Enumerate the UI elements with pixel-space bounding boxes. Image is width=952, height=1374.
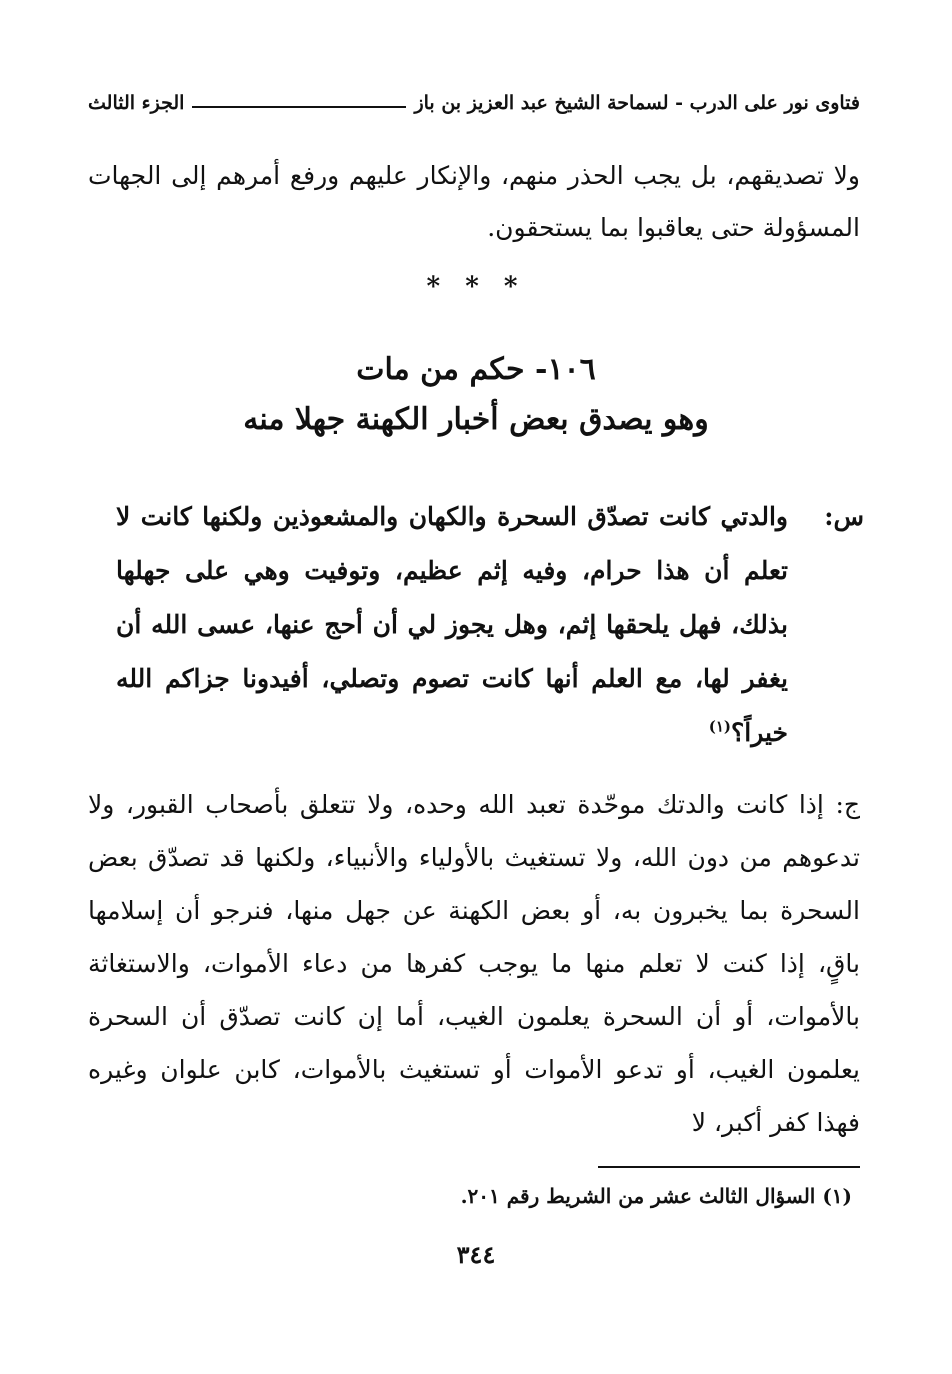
section-divider: * * * (426, 272, 526, 302)
footnote-rule (598, 1166, 860, 1168)
section-heading-line2: وهو يصدق بعض أخبار الكهنة جهلا منه (243, 402, 709, 437)
header-title: فتاوى نور على الدرب - لسماحة الشيخ عبد العزيز بن باز (414, 92, 860, 114)
question-text: والدتي كانت تصدّق السحرة والكهان والمشعوذين ولكنها كانت لا تعلم أن هذا حرام، وفيه إثم عظيم، وتوفيت وهي على جهلها بذلك، فهل يلحقها إثم، وهل يجوز لي أن أحج عنها، عسى الله أن يغفر لها، مع العلم أنها كانت تصوم وتصلي، أفيدونا جزاكم الله خيراً؟ (116, 502, 788, 747)
header-part: الجزء الثالث (88, 92, 185, 114)
footnote (88, 1176, 852, 1216)
question-block (116, 490, 864, 760)
header-rule (192, 106, 406, 108)
footnote-reference: (١) (708, 717, 731, 736)
answer-text: إذا كانت والدتك موحّدة تعبد الله وحده، ولا تتعلق بأصحاب القبور، ولا تدعوهم من دون الله، ولا تستغيث بالأولياء والأنبياء، ولكنها قد تصدّق بعض السحرة بما يخبرون به، أو بعض الكهنة عن جهل منها، فنرجو أن إسلامها باقٍ، إذا كنت لا تعلم منها ما يوجب كفرها من دعاء الأموات، والاستغاثة بالأموات، أو أن السحرة يعلمون الغيب، أما إن كانت تصدّق أن السحرة يعلمون الغيب، أو تدعو الأموات أو تستغيث بالأموات، كابن علوان وغيره فهذا كفر أكبر، لا (88, 790, 860, 1137)
section-heading-line1: ١٠٦- حكم من مات (356, 352, 596, 387)
page-number: ٣٤٤ (456, 1240, 496, 1269)
answer-block (88, 778, 860, 1149)
footnote-text: السؤال الثالث عشر من الشريط رقم ٢٠١. (460, 1184, 816, 1208)
intro-paragraph: ولا تصديقهم، بل يجب الحذر منهم، والإنكار عليهم ورفع أمرهم إلى الجهات المسؤولة حتى يعاقبوا بما يستحقون. (88, 161, 860, 242)
question-label: س: (824, 502, 864, 531)
running-header (88, 86, 860, 120)
answer-label: ج: (835, 790, 860, 819)
footnote-marker: (١) (822, 1184, 852, 1208)
question-body (116, 490, 788, 760)
